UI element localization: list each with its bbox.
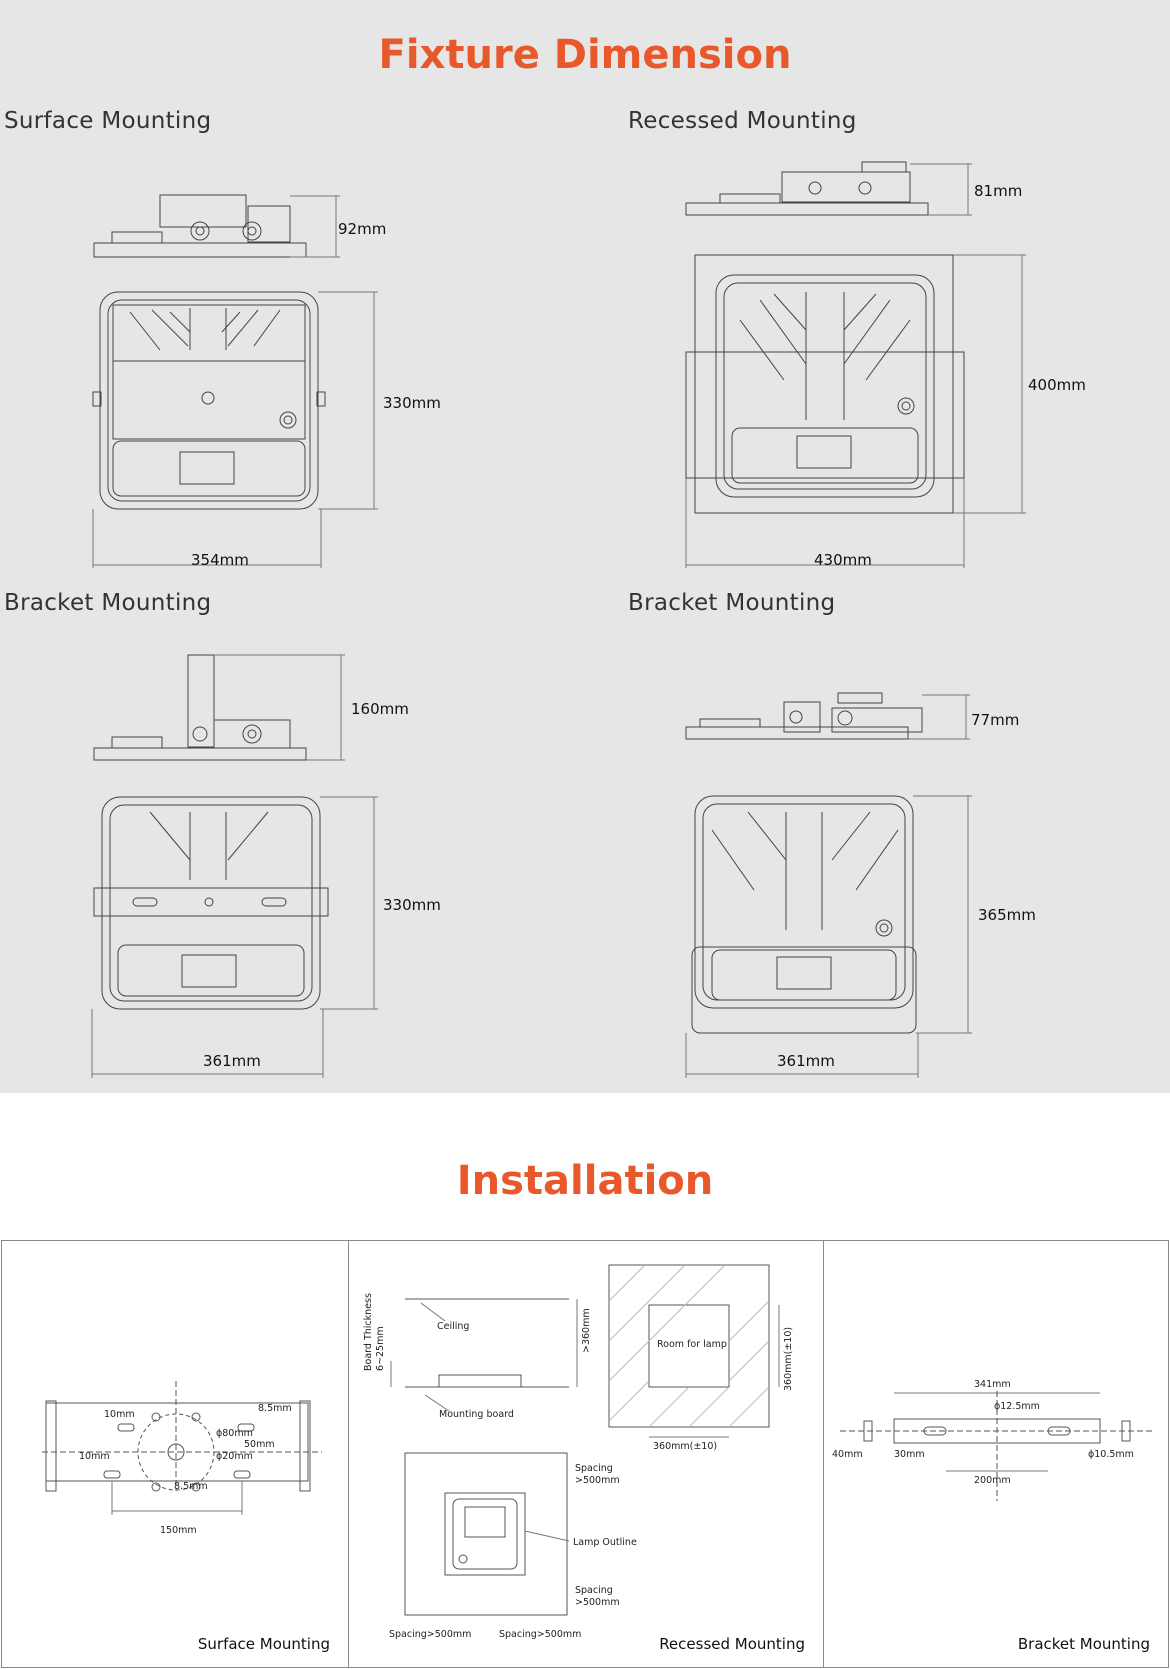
- bracket-b-top-view: [692, 796, 916, 1033]
- surface-width-dim: 354mm: [191, 551, 249, 569]
- spacing-bot-1: Spacing: [575, 1585, 613, 1596]
- recessed-install-caption: Recessed Mounting: [659, 1635, 805, 1653]
- bracket-mounting-label-left: Bracket Mounting: [4, 590, 212, 616]
- cut-width-label: 360mm(±10): [653, 1441, 718, 1452]
- surface-label-4: 50mm: [244, 1439, 275, 1450]
- bracket-label-3: 40mm: [832, 1449, 863, 1460]
- room-for-lamp-label: Room for lamp: [657, 1339, 727, 1350]
- bracket-b-width-dim: 361mm: [777, 1052, 835, 1070]
- lamp-outline-label: Lamp Outline: [573, 1537, 637, 1548]
- bracket-label-2: ϕ12.5mm: [994, 1401, 1040, 1412]
- recessed-side-view: [686, 162, 928, 215]
- mounting-board-label: Mounting board: [439, 1409, 514, 1420]
- bracket-label-1: 341mm: [974, 1379, 1011, 1390]
- spacing-top-2: >500mm: [575, 1475, 620, 1486]
- installation-title: Installation: [456, 1158, 714, 1204]
- bracket-install-panel: [823, 1240, 1169, 1668]
- bracket-a-height-dim: 160mm: [351, 700, 409, 718]
- bracket-a-depth-dim: 330mm: [383, 896, 441, 914]
- bracket-a-side-view: [94, 655, 306, 760]
- surface-install-drawing: [2, 1241, 348, 1667]
- surface-label-7: 8.5mm: [174, 1481, 208, 1492]
- recessed-depth-dim: 400mm: [1028, 376, 1086, 394]
- bracket-label-6: 200mm: [974, 1475, 1011, 1486]
- recessed-width-dim: 430mm: [814, 551, 872, 569]
- bracket-b-side-view: [686, 693, 922, 739]
- surface-top-view: [93, 292, 325, 509]
- spacing-bot-2: >500mm: [575, 1597, 620, 1608]
- recessed-top-view: [686, 255, 964, 513]
- bracket-install-caption: Bracket Mounting: [1017, 1635, 1150, 1653]
- fixture-dimension-title: Fixture Dimension: [378, 32, 792, 78]
- bracket-label-5: ϕ10.5mm: [1088, 1449, 1134, 1460]
- bracket-a-top-view: [94, 797, 328, 1009]
- surface-label-2: 8.5mm: [258, 1403, 292, 1414]
- board-thickness-label: Board Thickness: [363, 1293, 374, 1371]
- surface-install-caption: Surface Mounting: [197, 1635, 330, 1653]
- bracket-a-width-dim: 361mm: [203, 1052, 261, 1070]
- surface-label-1: 10mm: [104, 1409, 135, 1420]
- surface-side-view: [94, 195, 306, 257]
- bracket-b-depth-dim: 365mm: [978, 906, 1036, 924]
- surface-label-5: 10mm: [79, 1451, 110, 1462]
- surface-height-dim: 92mm: [338, 220, 387, 238]
- surface-mounting-label: Surface Mounting: [4, 108, 212, 134]
- cut-height-label: 360mm(±10): [783, 1326, 794, 1391]
- surface-depth-dim: 330mm: [383, 394, 441, 412]
- surface-label-6: ϕ20mm: [216, 1451, 253, 1462]
- gt360-label: >360mm: [581, 1308, 592, 1353]
- spacing-top-1: Spacing: [575, 1463, 613, 1474]
- bracket-mounting-label-right: Bracket Mounting: [628, 590, 836, 616]
- bracket-label-4: 30mm: [894, 1449, 925, 1460]
- spacing-right-label: Spacing>500mm: [499, 1629, 582, 1640]
- board-range-label: 6~25mm: [375, 1326, 386, 1371]
- ceiling-label: Ceiling: [437, 1321, 470, 1332]
- recessed-height-dim: 81mm: [974, 182, 1023, 200]
- surface-label-8: 150mm: [160, 1525, 197, 1536]
- recessed-install-panel: [348, 1240, 824, 1668]
- bracket-b-height-dim: 77mm: [971, 711, 1020, 729]
- recessed-mounting-label: Recessed Mounting: [628, 108, 857, 134]
- surface-install-panel: [1, 1240, 349, 1668]
- spacing-left-label: Spacing>500mm: [389, 1629, 472, 1640]
- surface-label-3: ϕ80mm: [216, 1428, 253, 1439]
